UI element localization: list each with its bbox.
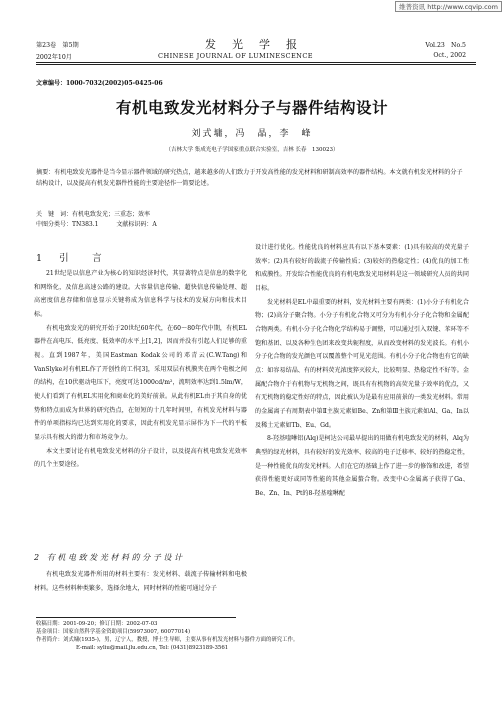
journal-title-cn: 发光学报 — [205, 38, 313, 51]
author-bio: 作者简介：刘式墉(1935-)，男，辽宁人，教授，博士生导师，主要从事有机发光材料与器件方面的研究工作。 — [36, 637, 299, 643]
footnote-rule — [36, 617, 236, 618]
volume-issue-cn: 第23卷 第5期 — [36, 42, 79, 49]
contact-email: E-mail: syliu@mail.jlu.edu.cn, Tel: (0431)8923189-3561 — [76, 645, 229, 651]
right-text-2: 发光材料是EL中最重要的材料，发光材料主要有两类：(1)小分子有机化合物；(2)高分子聚合物。小分子有机化合物又可分为有机小分子化合物和金属配合物两类。有机小分子化合物化学结构易于调整，可以通过引入双键、苯环等不饱和基团、以及各种生色团来改变共轭程度，从而改变材料的发光波长。有机小分子化合物的发光颜色可以覆盖整个可见光范围。有机小分子化合物也有它的缺点：如容易结晶、有的材料荧光浓度猝灭较大，比较明显、热稳定性不好等。金属配合物介于有机物与无机物之间，既具有有机物的高荧光量子效率的优点，又有无机物的稳定性好的特点，因此被认为是最有应用前景的一类发光材料。常用的金属离子有周期表中第Ⅱ主族元素如Be、Zn和第Ⅲ主族元素如Al、Ga、In以及稀土元素如Tb、Eu、Gd。 — [255, 298, 469, 429]
volume-issue-en: Vol.23 No.5 — [425, 42, 466, 49]
issue-date-en: Oct., 2002 — [433, 52, 466, 59]
received-date: 收稿日期：2001-09-20；修订日期：2002-07-03 — [36, 621, 158, 627]
footnote — [36, 620, 476, 652]
keywords: 关 键 词：有机电致发光；三重态；效率 — [36, 211, 151, 218]
section-1-paragraph-1 — [34, 267, 247, 472]
fund-info: 基金项目：国家自然科学基金资助项目(59973007, 60077014) — [36, 629, 191, 635]
article-number: 文章编号：1000-7032(2002)05-0425-06 — [36, 80, 163, 87]
issue-date-cn: 2002年10月 — [36, 54, 72, 61]
section-1-text-2: 有机电致发光的研究开始于20世纪60年代，在60～80年代中期，有机EL器件在高电压、低亮度、低效率的水平上[1,2]，因而并没有引起人们足够的重视。直到1987年，美国Eastman Kodak公司的邓青云(C.W.Tang)和VanSlyke对有机EL作了开创性的工作[3]，采用双层有机膜夹在两个电极之间的结构，在10伏驱动电压下，亮度可达1000cd/m²，流明效率达到1.5lm/W，使人们看到了有机EL实用化和商业化的美好前景。从此有机EL由于其自身的优势和特点而成为世界的研究热点，在短短的十几年时间里，有机发光材料与器件的单项指标均已达到实用化的要求，因此有机发光显示屏作为下一代的平板显示具有极大的潜力和市场竞争力。 — [34, 324, 247, 441]
right-text-1: 设计进行优化。性能优良的材料应具有以下基本要素：(1)具有较高的荧光量子效率；(2)具有较好的载流子传输性质；(3)较好的热稳定性；(4)优良的加工性和成膜性。开发综合性能优良的有机电致发光用材料是这一领域研究人员的共同目标。 — [255, 244, 469, 292]
section-2-paragraph — [34, 568, 247, 595]
header-rule — [36, 62, 476, 63]
affiliation: （吉林大学 集成光电子学国家重点联合实验室，吉林 长春 130023） — [165, 147, 339, 153]
right-text-3: 8-羟基喹啉铝(Alq)是柯达公司最早提出的用做有机电致发光的材料，Alq为典型的绿光材料，具有较好的发光效率、较高的电子迁移率、较好的热稳定性，是一种性能优良的发光材料。人们在它的基础上作了进一步的修饰和改进，希望获得性能更好或同等性能的其他金属螯合物。改变中心金属离子获得了Ga、Be、Zn、In、Pt的8-羟基喹啉配 — [255, 435, 469, 497]
section-1-text-1: 21世纪是以信息产业为核心的知识经济时代，其显著特点是信息的数字化和网络化，及信息高速公路的建设。大容量信息传输、超快信息传输处理、超高密度信息存储和信息显示关键将成为信息科学与技术的发展方向和技术目标。 — [34, 270, 247, 318]
header-rule-thin — [36, 64, 476, 65]
abstract: 摘要：有机电致发光器件是当今显示器件领域的研究热点，越来越多的人们致力于开发高性能的发光材料和研制高效率的器件结构。本文就有机发光材料的分子结构设计，以及提高有机发光器件性能的主要途径作一简要论述。 — [36, 169, 463, 188]
journal-title-en: CHINESE JOURNAL OF LUMINESCENCE — [158, 52, 313, 60]
section-2-text: 有机电致发光器件所用的材料主要有：发光材料、载流子传输材料和电极材料。这些材料种类繁多，选择余地大，同时材料的性能可通过分子 — [34, 571, 247, 592]
authors: 刘式墉，冯 晶，李 峰 — [191, 129, 313, 139]
paper-title: 有机电致发光材料分子与器件结构设计 — [115, 98, 388, 117]
watermark: 维普资讯 http://www.cqvip.com — [395, 1, 502, 12]
right-column — [255, 241, 469, 500]
section-1-text-3: 本文主要讨论有机电致发光材料的分子设计，以及提高有机电致发光效率的几个主要途径。 — [34, 447, 247, 469]
section-1-heading: 1 引 言 — [36, 253, 109, 264]
classification: 中图分类号：TN383.1 文献标识码：A — [36, 221, 157, 228]
section-2-heading: 2 有机电致发光材料的分子设计 — [34, 553, 185, 562]
